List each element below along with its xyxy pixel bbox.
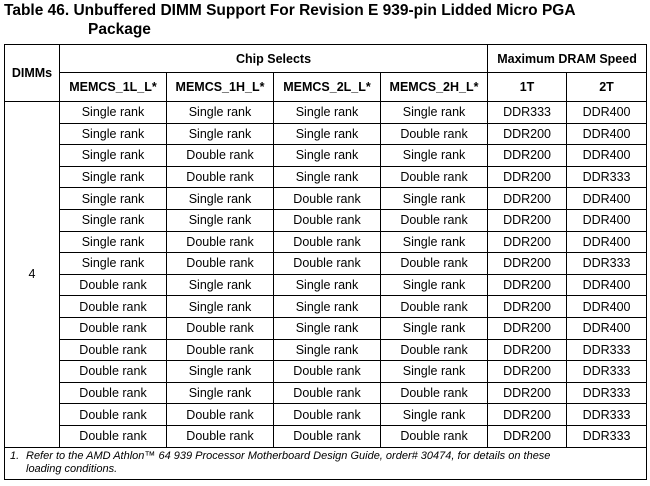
table-cell: Double rank <box>60 382 167 404</box>
table-cell: Double rank <box>60 339 167 361</box>
table-cell: DDR200 <box>488 123 567 145</box>
table-cell: DDR200 <box>488 253 567 275</box>
table-cell: Double rank <box>381 296 488 318</box>
table-cell: DDR200 <box>488 296 567 318</box>
header-memcs-1l: MEMCS_1L_L* <box>60 73 167 102</box>
table-cell: DDR333 <box>567 382 647 404</box>
header-chip-selects: Chip Selects <box>60 45 488 73</box>
table-cell: Single rank <box>381 404 488 426</box>
table-cell: DDR200 <box>488 166 567 188</box>
header-memcs-1h: MEMCS_1H_L* <box>167 73 274 102</box>
table-cell: Double rank <box>167 231 274 253</box>
table-row <box>5 166 647 188</box>
table-title-line1: Table 46. Unbuffered DIMM Support For Revision E 939-pin Lidded Micro PGA <box>4 2 576 19</box>
footnote-line1: Refer to the AMD Athlon™ 64 939 Processor Motherboard Design Guide, order# 30474, for details on these <box>26 449 551 462</box>
table-cell: Single rank <box>274 274 381 296</box>
table-row <box>5 274 647 296</box>
table-cell: Double rank <box>381 209 488 231</box>
table-cell: DDR200 <box>488 317 567 339</box>
table-cell: DDR200 <box>488 188 567 210</box>
table-cell: DDR400 <box>567 123 647 145</box>
table-cell: Double rank <box>274 188 381 210</box>
table-cell: DDR200 <box>488 425 567 447</box>
table-row <box>5 317 647 339</box>
table-cell: Single rank <box>381 145 488 167</box>
table-cell: Single rank <box>381 361 488 383</box>
dimm-support-table <box>4 44 647 480</box>
header-2t: 2T <box>567 73 647 102</box>
table-cell: DDR200 <box>488 231 567 253</box>
table-cell: Single rank <box>381 274 488 296</box>
header-1t: 1T <box>488 73 567 102</box>
table-cell: Single rank <box>167 296 274 318</box>
table-title <box>4 1 576 39</box>
table-cell: Double rank <box>60 296 167 318</box>
table-cell: DDR400 <box>567 274 647 296</box>
table-cell: Single rank <box>167 123 274 145</box>
table-cell: DDR333 <box>567 166 647 188</box>
header-dimms: DIMMs <box>5 45 60 102</box>
table-cell: Double rank <box>274 209 381 231</box>
table-cell: Single rank <box>274 102 381 124</box>
table-cell: Single rank <box>381 102 488 124</box>
table-cell: DDR400 <box>567 102 647 124</box>
table-cell: Single rank <box>381 188 488 210</box>
table-cell: Single rank <box>60 209 167 231</box>
table-cell: Single rank <box>274 296 381 318</box>
table-cell: Double rank <box>381 339 488 361</box>
table-cell: Single rank <box>167 188 274 210</box>
table-cell: Double rank <box>381 166 488 188</box>
table-cell: Double rank <box>381 253 488 275</box>
table-cell: DDR400 <box>567 296 647 318</box>
dimm-count-cell: 4 <box>5 102 60 448</box>
table-row <box>5 123 647 145</box>
table-row <box>5 209 647 231</box>
table-cell: Single rank <box>381 231 488 253</box>
table-cell: Single rank <box>274 166 381 188</box>
table-row <box>5 339 647 361</box>
table-cell: Single rank <box>167 274 274 296</box>
table-cell: Double rank <box>274 253 381 275</box>
table-cell: DDR333 <box>567 404 647 426</box>
table-cell: Single rank <box>167 209 274 231</box>
table-cell: Double rank <box>274 361 381 383</box>
table-cell: Double rank <box>60 274 167 296</box>
table-cell: Single rank <box>60 102 167 124</box>
table-cell: DDR333 <box>567 253 647 275</box>
table-cell: DDR333 <box>488 102 567 124</box>
footnote-line2: loading conditions. <box>26 462 118 475</box>
table-cell: DDR200 <box>488 361 567 383</box>
table-cell: Single rank <box>60 145 167 167</box>
table-cell: Double rank <box>274 382 381 404</box>
table-cell: DDR400 <box>567 317 647 339</box>
table-row <box>5 102 647 124</box>
table-cell: DDR333 <box>567 361 647 383</box>
footnote <box>5 447 647 479</box>
table-cell: Double rank <box>60 425 167 447</box>
table-cell: Double rank <box>167 339 274 361</box>
table-cell: DDR200 <box>488 404 567 426</box>
table-cell: DDR200 <box>488 145 567 167</box>
footnote-row <box>5 447 647 479</box>
table-cell: DDR200 <box>488 339 567 361</box>
header-memcs-2l: MEMCS_2L_L* <box>274 73 381 102</box>
table-cell: Double rank <box>167 166 274 188</box>
table-cell: DDR400 <box>567 209 647 231</box>
table-cell: Double rank <box>381 123 488 145</box>
table-cell: Single rank <box>167 361 274 383</box>
table-cell: DDR400 <box>567 188 647 210</box>
table-cell: Double rank <box>60 404 167 426</box>
table-row <box>5 361 647 383</box>
footnote-number: 1. <box>10 449 20 462</box>
table-cell: Single rank <box>274 123 381 145</box>
table-row <box>5 404 647 426</box>
table-cell: Double rank <box>274 404 381 426</box>
table-row <box>5 231 647 253</box>
table-cell: Double rank <box>381 425 488 447</box>
table-cell: DDR400 <box>567 145 647 167</box>
header-memcs-2h: MEMCS_2H_L* <box>381 73 488 102</box>
table-cell: DDR333 <box>567 339 647 361</box>
table-cell: Single rank <box>60 166 167 188</box>
table-cell: Double rank <box>60 317 167 339</box>
table-cell: Double rank <box>167 404 274 426</box>
table-body <box>5 102 647 448</box>
table-cell: Double rank <box>60 361 167 383</box>
table-cell: Double rank <box>167 317 274 339</box>
table-cell: Single rank <box>274 145 381 167</box>
table-cell: DDR200 <box>488 382 567 404</box>
table-cell: Double rank <box>274 231 381 253</box>
table-cell: Double rank <box>167 253 274 275</box>
subheader-row <box>5 73 647 102</box>
table-cell: Single rank <box>274 317 381 339</box>
table-cell: Double rank <box>167 425 274 447</box>
header-row <box>5 45 647 73</box>
table-cell: Single rank <box>60 123 167 145</box>
table-cell: Single rank <box>60 188 167 210</box>
table-cell: Single rank <box>167 102 274 124</box>
table-cell: Single rank <box>60 253 167 275</box>
table-row <box>5 145 647 167</box>
header-max-dram-speed: Maximum DRAM Speed <box>488 45 647 73</box>
table-cell: Double rank <box>167 145 274 167</box>
table-cell: DDR400 <box>567 231 647 253</box>
table-cell: Single rank <box>381 317 488 339</box>
table-cell: Single rank <box>274 339 381 361</box>
table-row <box>5 296 647 318</box>
table-cell: Double rank <box>381 382 488 404</box>
table-cell: DDR200 <box>488 274 567 296</box>
table-row <box>5 253 647 275</box>
table-cell: Single rank <box>167 382 274 404</box>
table-row <box>5 425 647 447</box>
table-cell: Single rank <box>60 231 167 253</box>
table-cell: Double rank <box>274 425 381 447</box>
table-title-line2: Package <box>88 21 151 38</box>
table-cell: DDR200 <box>488 209 567 231</box>
table-row <box>5 382 647 404</box>
table-cell: DDR333 <box>567 425 647 447</box>
table-row <box>5 188 647 210</box>
